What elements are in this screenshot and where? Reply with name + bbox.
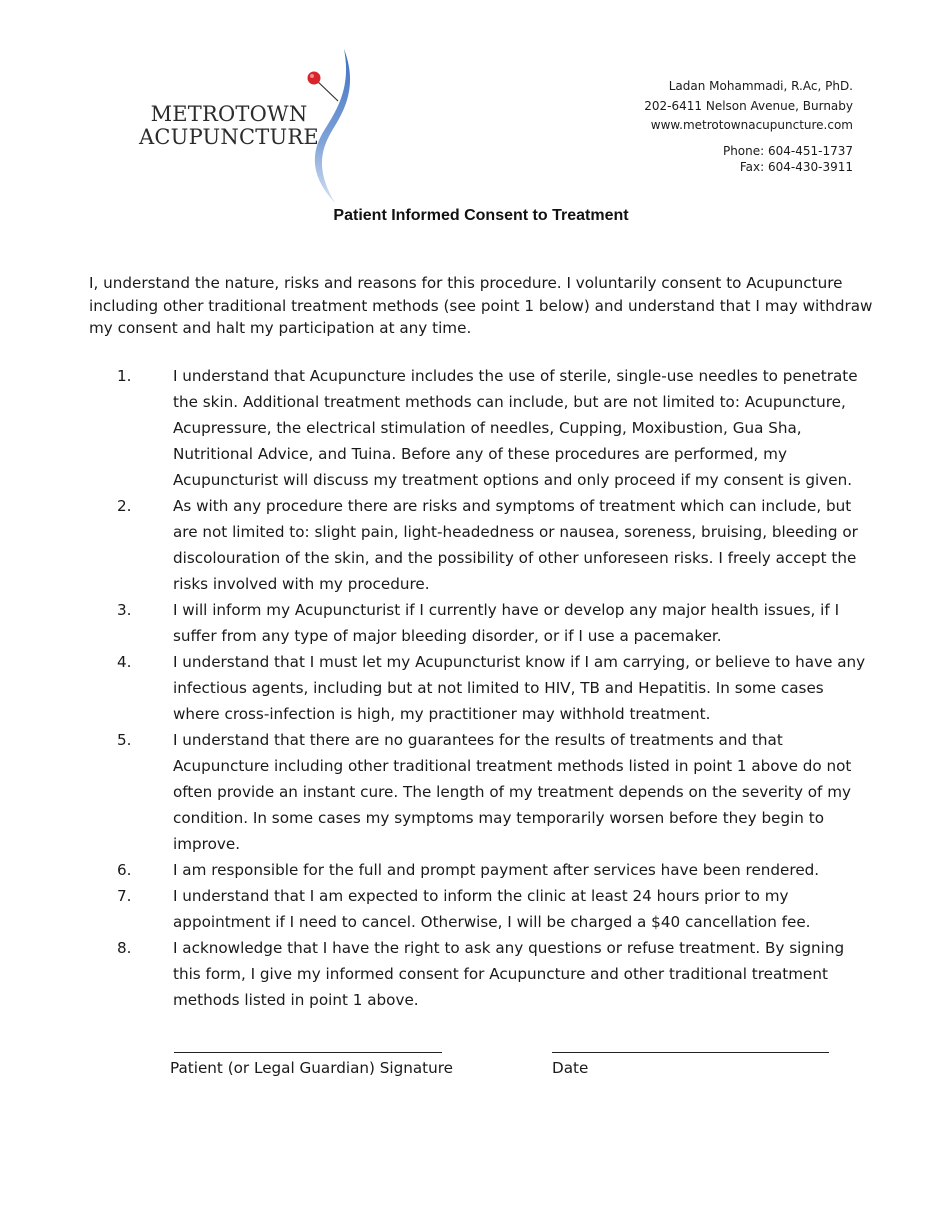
list-item-number: 5.	[117, 731, 132, 749]
list-item	[0, 363, 950, 493]
list-item	[0, 727, 950, 857]
clinic-website: www.metrotownacupuncture.com	[650, 118, 853, 132]
list-item	[0, 597, 950, 649]
list-item	[0, 493, 950, 597]
patient-signature-label: Patient (or Legal Guardian) Signature	[170, 1059, 454, 1077]
list-item-number: 6.	[117, 861, 132, 879]
date-label: Date	[552, 1059, 589, 1077]
clinic-phone: Phone: 604-451-1737	[722, 143, 853, 158]
clinic-fax: Fax: 604-430-3911	[739, 160, 853, 174]
list-item-text: I understand that I must let my Acupuncturist know if I am carrying, or believe to have any infectious agents, including but at not limited to HIV, TB and Hepatitis. In some cases where cross-infection is high, my practitioner may withhold treatment.	[173, 653, 866, 723]
clinic-address: 202-6411 Nelson Avenue, Burnaby	[644, 98, 853, 113]
patient-signature-line[interactable]	[174, 1052, 442, 1053]
list-item	[0, 883, 950, 935]
document-title: Patient Informed Consent to Treatment	[333, 207, 629, 224]
intro-paragraph: I, understand the nature, risks and reasons for this procedure. I voluntarily consent to Acupuncture including other traditional treatment methods (see point 1 below) and understand that I may withdraw my consent and halt my participation at any time.	[89, 274, 873, 337]
list-item-number: 1.	[117, 367, 132, 385]
list-item-number: 8.	[117, 939, 132, 957]
list-item-text: As with any procedure there are risks and symptoms of treatment which can include, but are not limited to: slight pain, light-headedness or nausea, soreness, bruising, bleeding or discolouration of the skin, and the possibility of other unforeseen risks. I freely accept the risks involved with my procedure.	[173, 497, 858, 593]
logo-wordmark-line2: ACUPUNCTURE	[139, 125, 319, 149]
list-item-number: 3.	[117, 601, 132, 619]
clinic-contact-block	[644, 77, 853, 178]
list-item-number: 7.	[117, 887, 132, 905]
list-item	[0, 649, 950, 727]
list-item-number: 2.	[117, 497, 132, 515]
list-item-text: I understand that I am expected to inform the clinic at least 24 hours prior to my appointment if I need to cancel. Otherwise, I will be charged a $40 cancellation fee.	[173, 887, 811, 931]
date-line[interactable]	[552, 1052, 829, 1053]
list-item-text: I understand that Acupuncture includes the use of sterile, single-use needles to penetrate the skin. Additional treatment methods can include, but are not limited to: Acupuncture, Acupressure, the electrical stimulation of needles, Cupping, Moxibustion, Gua Sha, Nutritional Advice, and Tuina. Before any of these procedures are performed, my Acupuncturist will discuss my treatment options and only proceed if my consent is given.	[173, 367, 858, 489]
list-item-text: I understand that there are no guarantees for the results of treatments and that Acupuncture including other traditional treatment methods listed in point 1 above do not often provide an instant cure. The length of my treatment depends on the severity of my condition. In some cases my symptoms may temporarily worsen before they begin to improve.	[173, 731, 852, 853]
logo-wordmark-line1: METROTOWN	[150, 102, 308, 126]
list-item	[0, 935, 950, 1013]
list-item-text: I am responsible for the full and prompt payment after services have been rendered.	[173, 861, 820, 879]
clinic-logo	[115, 45, 365, 205]
consent-list	[0, 363, 950, 1013]
list-item	[0, 857, 950, 883]
list-item-text: I acknowledge that I have the right to ask any questions or refuse treatment. By signing this form, I give my informed consent for Acupuncture and other traditional treatment methods listed in point 1 above.	[173, 939, 845, 1009]
list-item-number: 4.	[117, 653, 132, 671]
practitioner-name: Ladan Mohammadi, R.Ac, PhD.	[668, 79, 853, 93]
list-item-text: I will inform my Acupuncturist if I currently have or develop any major health issues, if I suffer from any type of major bleeding disorder, or if I use a pacemaker.	[173, 601, 840, 645]
